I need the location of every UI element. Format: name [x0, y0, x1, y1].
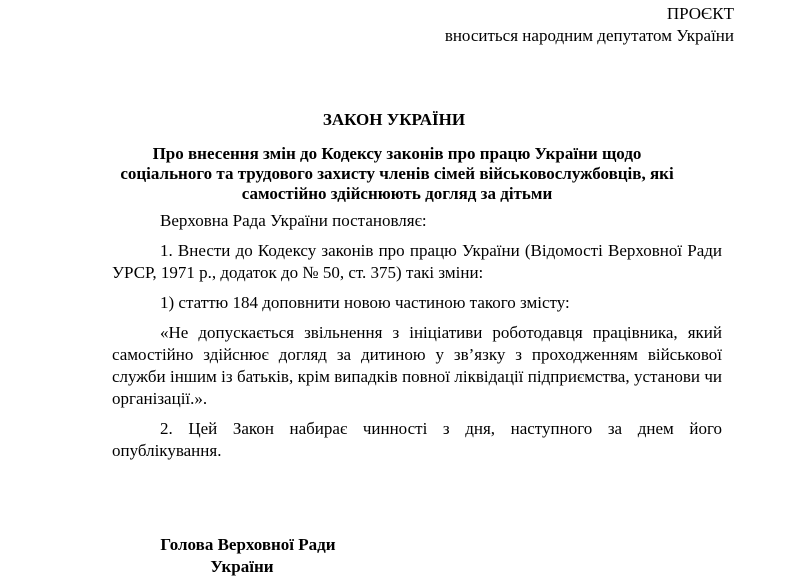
law-subtitle-line-2: соціального та трудового захисту членів сімей військовослужбовців, які	[120, 164, 674, 183]
submitted-by-line: вноситься народним депутатом України	[444, 26, 734, 45]
project-label: ПРОЄКТ	[666, 4, 734, 23]
subitem-1: 1) статтю 184 доповнити новою частиною такого змісту:	[160, 293, 570, 312]
law-title: ЗАКОН УКРАЇНИ	[322, 110, 466, 129]
preamble: Верховна Рада України постановляє:	[160, 211, 427, 230]
item-1: 1. Внести до Кодексу законів про працю України (Відомості Верховної Ради УРСР, 1971 р., додаток до № 50, ст. 375) такі зміни:	[112, 241, 722, 282]
amendment-quote: «Не допускається звільнення з ініціативи роботодавця працівника, який самостійно здійснює догляд за дитиною у зв’язку з проходженням військової служби іншим із батьків, крім випадків повної ліквідації підприємства, установи чи організації.».	[112, 323, 722, 408]
item-2: 2. Цей Закон набирає чинності з дня, наступного за днем його опублікування.	[112, 419, 722, 460]
law-subtitle-line-1: Про внесення змін до Кодексу законів про працю України щодо	[152, 144, 642, 163]
signature-title-line-2: України	[210, 557, 274, 576]
signature-title-line-1: Голова Верховної Ради	[160, 535, 336, 554]
law-subtitle-line-3: самостійно здійснюють догляд за дітьми	[241, 184, 553, 203]
